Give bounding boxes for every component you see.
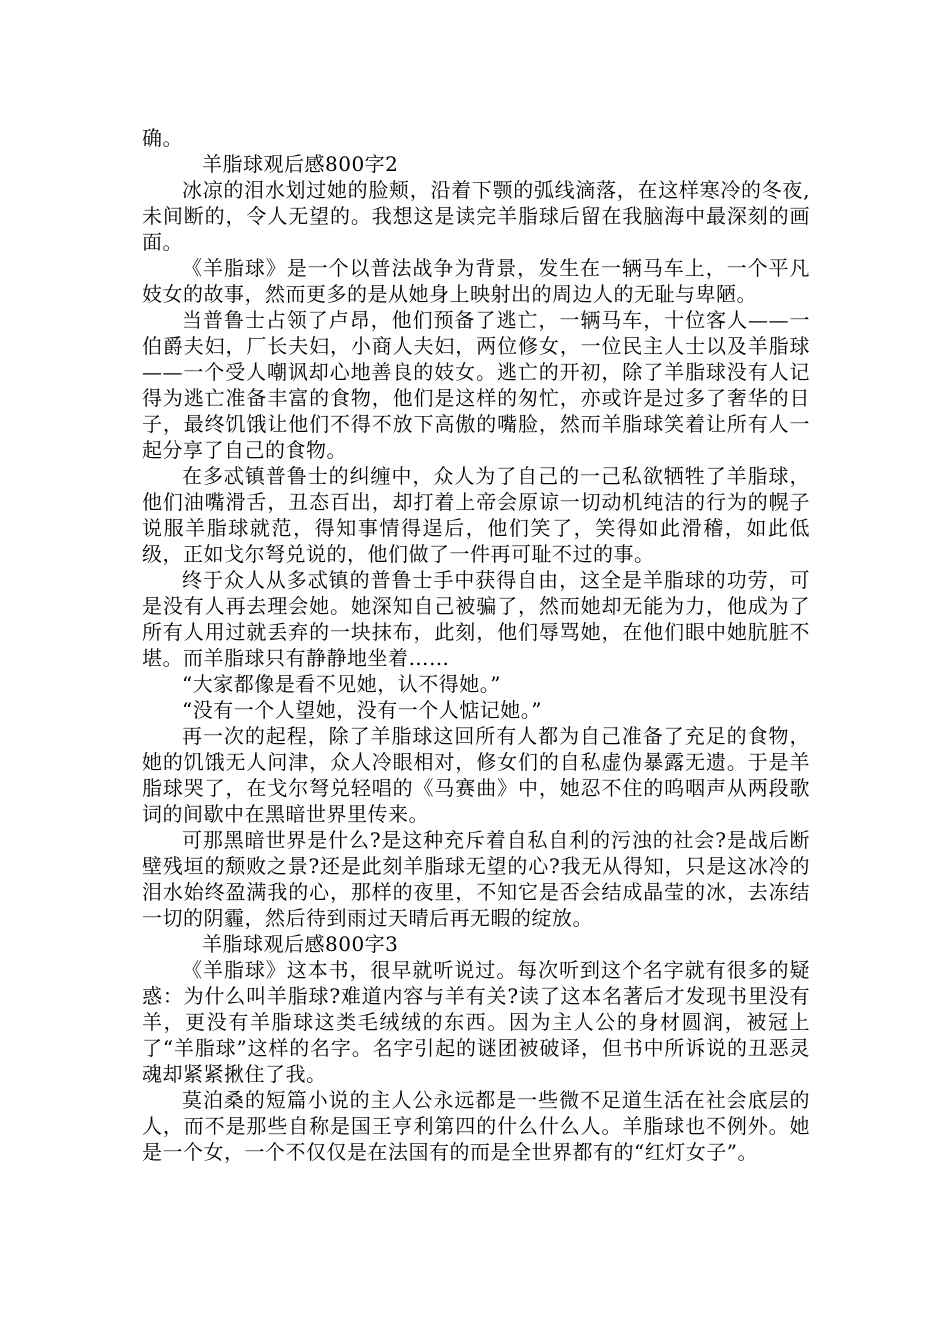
body-paragraph: 在多忒镇普鲁士的纠缠中，众人为了自己的一己私欲牺牲了羊脂球，他们油嘴滑舌，丑态百出，却打着上帝会原谅一切动机纯洁的行为的幌子说服羊脂球就范，得知事情得逞后，他们笑了，笑得如此滑稽，如此低级，正如戈尔弩兑说的，他们做了一件再可耻不过的事。 <box>142 464 810 566</box>
body-paragraph: 再一次的起程，除了羊脂球这回所有人都为自己准备了充足的食物，她的饥饿无人问津，众人冷眼相对，修女们的自私虚伪暴露无遗。于是羊脂球哭了，在戈尔弩兑轻唱的《马赛曲》中，她忍不住的呜咽声从两段歌词的间歇中在黑暗世界里传来。 <box>142 724 810 826</box>
body-paragraph: 《羊脂球》这本书，很早就听说过。每次听到这个名字就有很多的疑惑：为什么叫羊脂球?难道内容与羊有关?读了这本名著后才发现书里没有羊，更没有羊脂球这类毛绒绒的东西。因为主人公的身材圆润，被冠上了“羊脂球”这样的名字。名字引起的谜团被破译，但书中所诉说的丑恶灵魂却紧紧揪住了我。 <box>142 958 810 1086</box>
paragraph-continued: 确。 <box>142 126 183 150</box>
section-heading: 羊脂球观后感800字2 <box>202 152 399 176</box>
body-paragraph: 当普鲁士占领了卢昂，他们预备了逃亡，一辆马车，十位客人——一伯爵夫妇，厂长夫妇，小商人夫妇，两位修女，一位民主人士以及羊脂球——一个受人嘲讽却心地善良的妓女。逃亡的开初，除了羊脂球没有人记得为逃亡准备丰富的食物，他们是这样的匆忙，亦或许是过多了奢华的日子，最终饥饿让他们不得不放下高傲的嘴脸，然而羊脂球笑着让所有人一起分享了自己的食物。 <box>142 308 810 462</box>
body-paragraph: 冰凉的泪水划过她的脸颊，沿着下颚的弧线滴落，在这样寒冷的冬夜,未间断的，令人无望的。我想这是读完羊脂球后留在我脑海中最深刻的画面。 <box>142 178 810 254</box>
document-text-body <box>142 125 810 1165</box>
quote-paragraph: “没有一个人望她，没有一个人惦记她。” <box>182 698 542 722</box>
body-paragraph: 终于众人从多忒镇的普鲁士手中获得自由，这全是羊脂球的功劳，可是没有人再去理会她。她深知自己被骗了，然而她却无能为力，他成为了所有人用过就丢弃的一块抹布，此刻，他们辱骂她，在他们眼中她肮脏不堪。而羊脂球只有静静地坐着…… <box>142 568 810 670</box>
body-paragraph: 《羊脂球》是一个以普法战争为背景，发生在一辆马车上，一个平凡妓女的故事，然而更多的是从她身上映射出的周边人的无耻与卑陋。 <box>142 256 810 306</box>
section-heading: 羊脂球观后感800字3 <box>202 932 399 956</box>
body-paragraph: 可那黑暗世界是什么?是这种充斥着自私自利的污浊的社会?是战后断壁残垣的颓败之景?还是此刻羊脂球无望的心?我无从得知，只是这冰冷的泪水始终盈满我的心，那样的夜里，不知它是否会结成晶莹的冰，去冻结一切的阴霾，然后待到雨过天晴后再无暇的绽放。 <box>142 828 810 930</box>
body-paragraph: 莫泊桑的短篇小说的主人公永远都是一些微不足道生活在社会底层的人，而不是那些自称是国王亨利第四的什么什么人。羊脂球也不例外。她是一个女，一个不仅仅是在法国有的而是全世界都有的“红灯女子”。 <box>142 1088 810 1164</box>
quote-paragraph: “大家都像是看不见她，认不得她。” <box>182 672 501 696</box>
